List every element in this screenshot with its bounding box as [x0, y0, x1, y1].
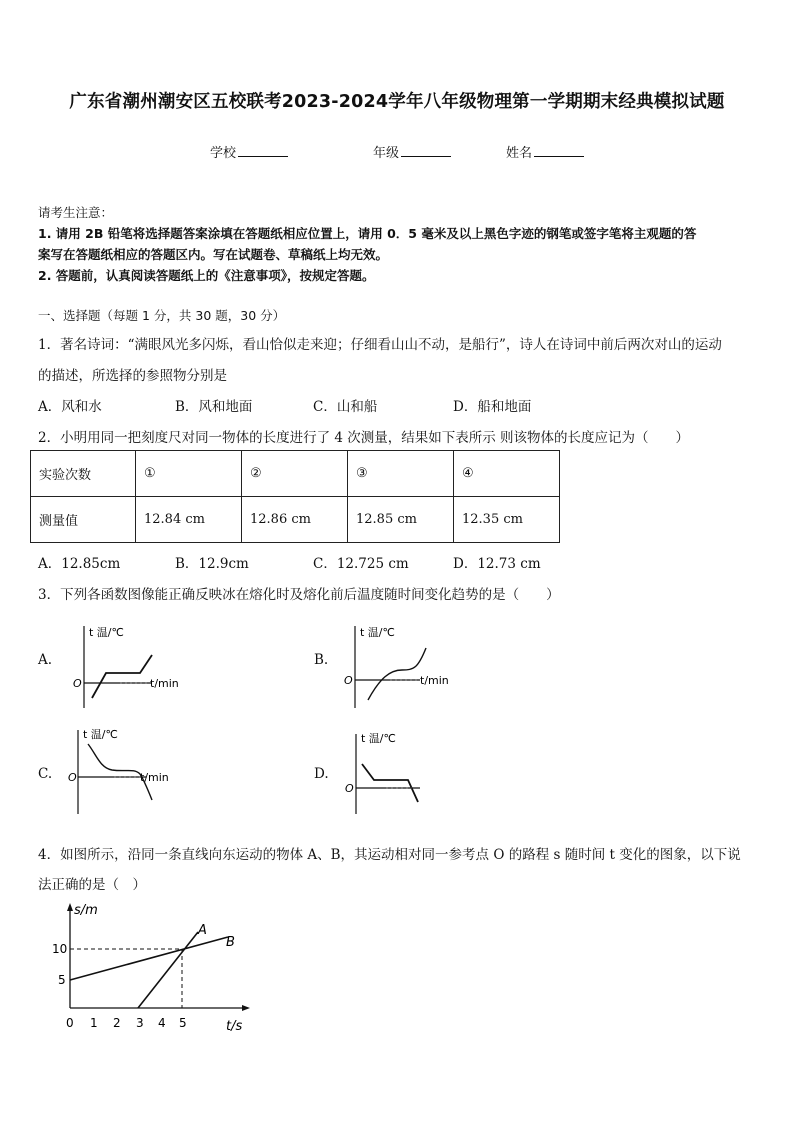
svg-text:O: O	[345, 782, 354, 795]
school-field: 学校	[210, 142, 288, 161]
grade-field: 年级	[373, 142, 451, 161]
q3-option-a: A.	[38, 652, 53, 668]
notice-line-2: 案写在答题纸相应的答题区内。写在试题卷、草稿纸上均无效。	[38, 247, 389, 262]
svg-text:A: A	[198, 923, 207, 938]
question-1-line-1: 1．著名诗词：“满眼风光多闪烁，看山恰似走来迎；仔细看山山不动，是船行”，诗人在诗词中前后两次对山的运动	[38, 337, 722, 353]
q3-graph-d	[342, 728, 457, 818]
table-cell: 12.85 cm	[348, 497, 454, 543]
svg-text:0: 0	[66, 1016, 74, 1030]
question-4-line-2: 法正确的是（ ）	[38, 877, 146, 893]
table-cell: ②	[242, 451, 348, 497]
svg-text:B: B	[226, 935, 235, 950]
svg-text:s/m: s/m	[74, 903, 98, 918]
table-cell: 12.86 cm	[242, 497, 348, 543]
svg-text:3: 3	[136, 1016, 144, 1030]
name-field: 姓名	[506, 142, 584, 161]
question-3-text: 3．下列各函数图像能正确反映冰在熔化时及熔化前后温度随时间变化趋势的是（ ）	[38, 587, 560, 603]
notice-heading: 请考生注意：	[38, 205, 114, 220]
notice-line-3: 2. 答题前，认真阅读答题纸上的《注意事项》，按规定答题。	[38, 268, 375, 283]
table-row	[31, 451, 560, 497]
svg-text:t 温/℃: t 温/℃	[83, 728, 118, 741]
q2-option-b: B．12.9cm	[175, 556, 249, 572]
svg-text:t 温/℃: t 温/℃	[360, 626, 395, 639]
q2-option-d: D．12.73 cm	[453, 556, 541, 572]
q3-graph-c	[66, 724, 181, 819]
question-4-line-1: 4．如图所示，沿同一条直线向东运动的物体 A、B，其运动相对同一参考点 O 的路程 s 随时间 t 变化的图象，以下说	[38, 847, 741, 863]
table-cell: ③	[348, 451, 454, 497]
question-1-line-2: 的描述，所选择的参照物分别是	[38, 368, 227, 384]
svg-text:2: 2	[113, 1016, 121, 1030]
q1-option-d: D．船和地面	[453, 399, 532, 415]
svg-text:5: 5	[58, 973, 66, 987]
page-title: 广东省潮州潮安区五校联考2023-2024学年八年级物理第一学期期末经典模拟试题	[69, 92, 725, 112]
q2-option-a: A．12.85cm	[38, 556, 121, 572]
table-cell: ④	[454, 451, 560, 497]
svg-text:t 温/℃: t 温/℃	[361, 732, 396, 745]
svg-text:O: O	[344, 674, 353, 687]
q1-option-a: A．风和水	[38, 399, 102, 415]
q3-option-c: C.	[38, 766, 53, 782]
svg-text:t/min: t/min	[140, 771, 169, 784]
q2-option-c: C．12.725 cm	[313, 556, 409, 572]
svg-text:t 温/℃: t 温/℃	[89, 626, 124, 639]
svg-text:10: 10	[52, 942, 68, 956]
table-cell: 12.84 cm	[136, 497, 242, 543]
svg-text:4: 4	[158, 1016, 166, 1030]
q1-option-b: B．风和地面	[175, 399, 253, 415]
q1-option-c: C．山和船	[313, 399, 378, 415]
q3-graph-a	[70, 620, 185, 712]
svg-text:t/min: t/min	[420, 674, 449, 687]
table-row	[31, 497, 560, 543]
question-2-text: 2．小明用同一把刻度尺对同一物体的长度进行了 4 次测量，结果如下表所示 则该物体的长度应记为（ ）	[38, 430, 690, 446]
section-heading: 一、选择题（每题 1 分，共 30 题，30 分）	[38, 308, 286, 323]
q4-st-graph	[50, 900, 260, 1038]
table-cell: 测量值	[31, 497, 136, 543]
table-cell: ①	[136, 451, 242, 497]
svg-text:t/min: t/min	[150, 677, 179, 690]
svg-text:O: O	[73, 677, 82, 690]
svg-text:5: 5	[179, 1016, 187, 1030]
measurement-table	[30, 450, 560, 543]
q3-option-b: B.	[314, 652, 329, 668]
notice-line-1: 1. 请用 2B 铅笔将选择题答案涂填在答题纸相应位置上，请用 0．5 毫米及以上黑色字迹的钢笔或签字笔将主观题的答	[38, 226, 697, 241]
q3-option-d: D.	[314, 766, 329, 782]
svg-text:O: O	[68, 771, 77, 784]
svg-text:1: 1	[90, 1016, 98, 1030]
table-cell: 实验次数	[31, 451, 136, 497]
table-cell: 12.35 cm	[454, 497, 560, 543]
svg-text:t/s: t/s	[226, 1019, 243, 1034]
q3-graph-b	[340, 620, 460, 712]
